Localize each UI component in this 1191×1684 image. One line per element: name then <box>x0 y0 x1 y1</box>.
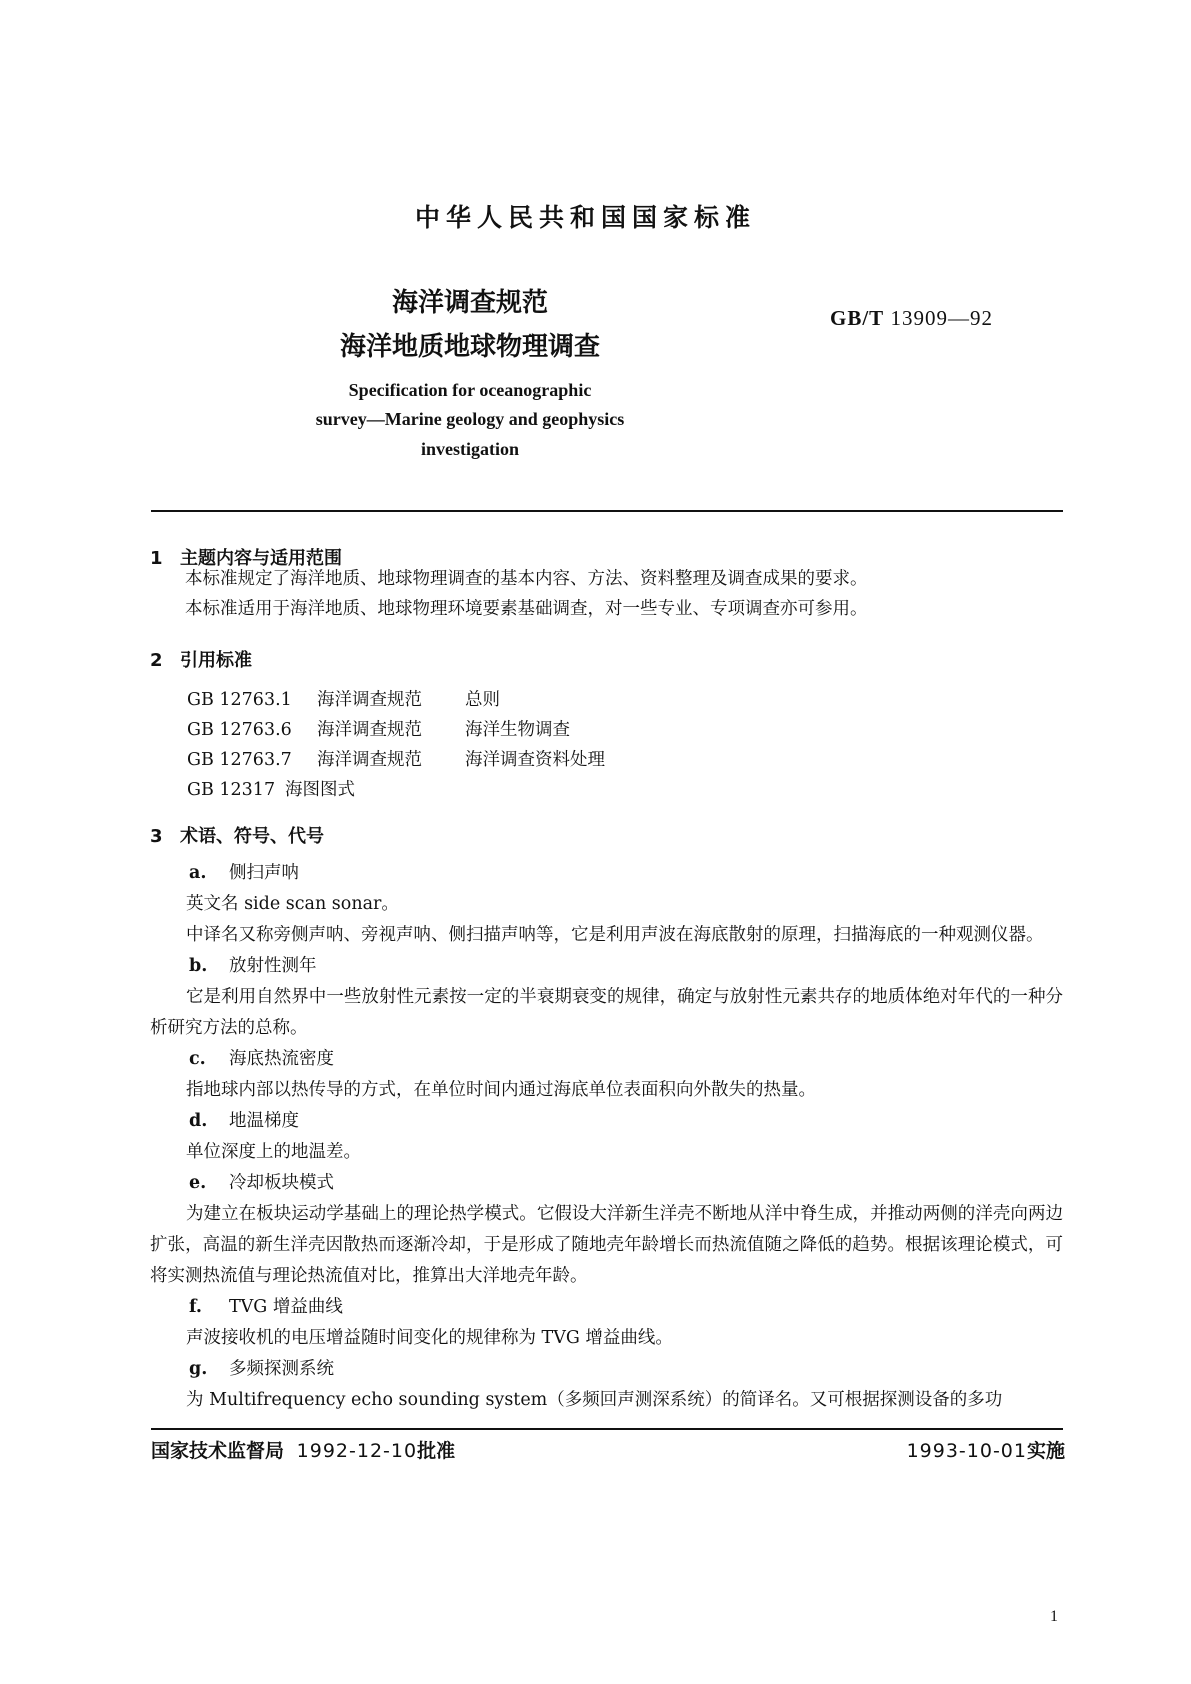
reference-name: 海洋调查规范 <box>317 750 422 770</box>
section-title: 术语、符号、代号 <box>180 826 324 847</box>
term-name: 侧扫声呐 <box>229 863 299 883</box>
section-title: 引用标准 <box>180 650 252 671</box>
reference-row <box>187 746 605 771</box>
term-body: 它是利用自然界中一些放射性元素按一定的半衰期衰变的规律，确定与放射性元素共存的地质体绝对年代的一种分析研究方法的总称。 <box>150 987 1063 1038</box>
term-body: 声波接收机的电压增益随时间变化的规律称为 TVG 增益曲线。 <box>186 1328 673 1348</box>
term-body: 中译名又称旁侧声呐、旁视声呐、侧扫描声呐等，它是利用声波在海底散射的原理，扫描海底的一种观测仪器。 <box>186 925 1044 945</box>
reference-name: 海图图式 <box>285 780 355 800</box>
title-en-line2: survey—Marine geology and geophysics <box>315 409 625 429</box>
issuer-name: 国家技术监督局 <box>151 1440 285 1462</box>
approve-label: 批准 <box>417 1440 456 1462</box>
term-body: 为建立在板块运动学基础上的理论热学模式。它假设大洋新生洋壳不断地从洋中脊生成，并推动两侧的洋壳向两边扩张，高温的新生洋壳因散热而逐渐冷却，于是形成了随地壳年龄增长而热流值随之降低的趋势。根据该理论模式，可将实测热流值与理论热流值对比，推算出大洋地壳年龄。 <box>150 1204 1063 1286</box>
term-letter: b. <box>189 956 208 976</box>
reference-name: 海洋调查规范 <box>317 720 422 740</box>
terms-list <box>150 858 1063 1416</box>
term-name: 海底热流密度 <box>229 1049 334 1069</box>
term-heading-b <box>150 951 1063 982</box>
section-number: 1 <box>150 548 163 569</box>
reference-row <box>187 716 570 741</box>
reference-code: GB 12317 <box>187 780 276 800</box>
footer-implement <box>907 1436 1065 1463</box>
term-letter: f. <box>189 1297 202 1317</box>
term-name: 地温梯度 <box>229 1111 299 1131</box>
term-name: 冷却板块模式 <box>229 1173 334 1193</box>
implement-label: 实施 <box>1026 1440 1065 1462</box>
standard-code-prefix: GB/T <box>830 306 885 330</box>
term-letter: a. <box>189 863 207 883</box>
term-letter: g. <box>189 1359 208 1379</box>
reference-part: 海洋生物调查 <box>465 720 570 740</box>
term-letter: d. <box>189 1111 208 1131</box>
section-number: 2 <box>150 650 163 671</box>
approve-date: 1992-12-10 <box>296 1440 418 1462</box>
title-cn-line1: 海洋调查规范 <box>391 288 548 318</box>
implement-date: 1993-10-01 <box>906 1440 1027 1462</box>
reference-part: 海洋调查资料处理 <box>465 750 605 770</box>
term-heading-a <box>150 858 1063 889</box>
section-number: 3 <box>150 826 163 847</box>
section-1-paragraph-1: 本标准规定了海洋地质、地球物理调查的基本内容、方法、资料整理及调查成果的要求。 <box>185 569 868 589</box>
national-standard-heading: 中华人民共和国国家标准 <box>414 203 756 232</box>
section-1-paragraph-2: 本标准适用于海洋地质、地球物理环境要素基础调查，对一些专业、专项调查亦可参用。 <box>185 599 868 619</box>
term-name: 多频探测系统 <box>229 1359 334 1379</box>
reference-part: 总则 <box>465 690 500 710</box>
term-body: 英文名 side scan sonar。 <box>186 894 399 914</box>
term-heading-e <box>150 1168 1063 1199</box>
term-heading-f <box>150 1292 1063 1323</box>
section-title: 主题内容与适用范围 <box>180 548 342 569</box>
term-heading-d <box>150 1106 1063 1137</box>
term-letter: c. <box>189 1049 206 1069</box>
term-heading-g <box>150 1354 1063 1385</box>
standard-code <box>830 306 993 331</box>
reference-code: GB 12763.1 <box>187 690 292 710</box>
footer-divider <box>151 1428 1063 1430</box>
title-en-line1: Specification for oceanographic <box>348 380 592 400</box>
term-name: 放射性测年 <box>229 956 317 976</box>
reference-code: GB 12763.6 <box>187 720 292 740</box>
footer-issuer <box>151 1436 455 1463</box>
term-body: 为 Multifrequency echo sounding system（多频回声测深系统）的简译名。又可根据探测设备的多功 <box>186 1390 1003 1410</box>
title-en-line3: investigation <box>420 439 519 459</box>
reference-code: GB 12763.7 <box>187 750 292 770</box>
section-2-heading <box>150 646 252 672</box>
header-divider <box>151 510 1063 512</box>
reference-row <box>187 686 500 711</box>
term-letter: e. <box>189 1173 207 1193</box>
reference-name: 海洋调查规范 <box>317 690 422 710</box>
term-body: 指地球内部以热传导的方式，在单位时间内通过海底单位表面积向外散失的热量。 <box>186 1080 816 1100</box>
standard-code-number: 13909—92 <box>890 306 993 330</box>
term-heading-c <box>150 1044 1063 1075</box>
title-cn-line2: 海洋地质地球物理调查 <box>339 332 600 362</box>
term-name: TVG 增益曲线 <box>229 1297 343 1317</box>
section-3-heading <box>150 822 324 848</box>
reference-row <box>187 776 355 801</box>
term-body: 单位深度上的地温差。 <box>186 1142 361 1162</box>
page-number: 1 <box>1050 1608 1058 1625</box>
